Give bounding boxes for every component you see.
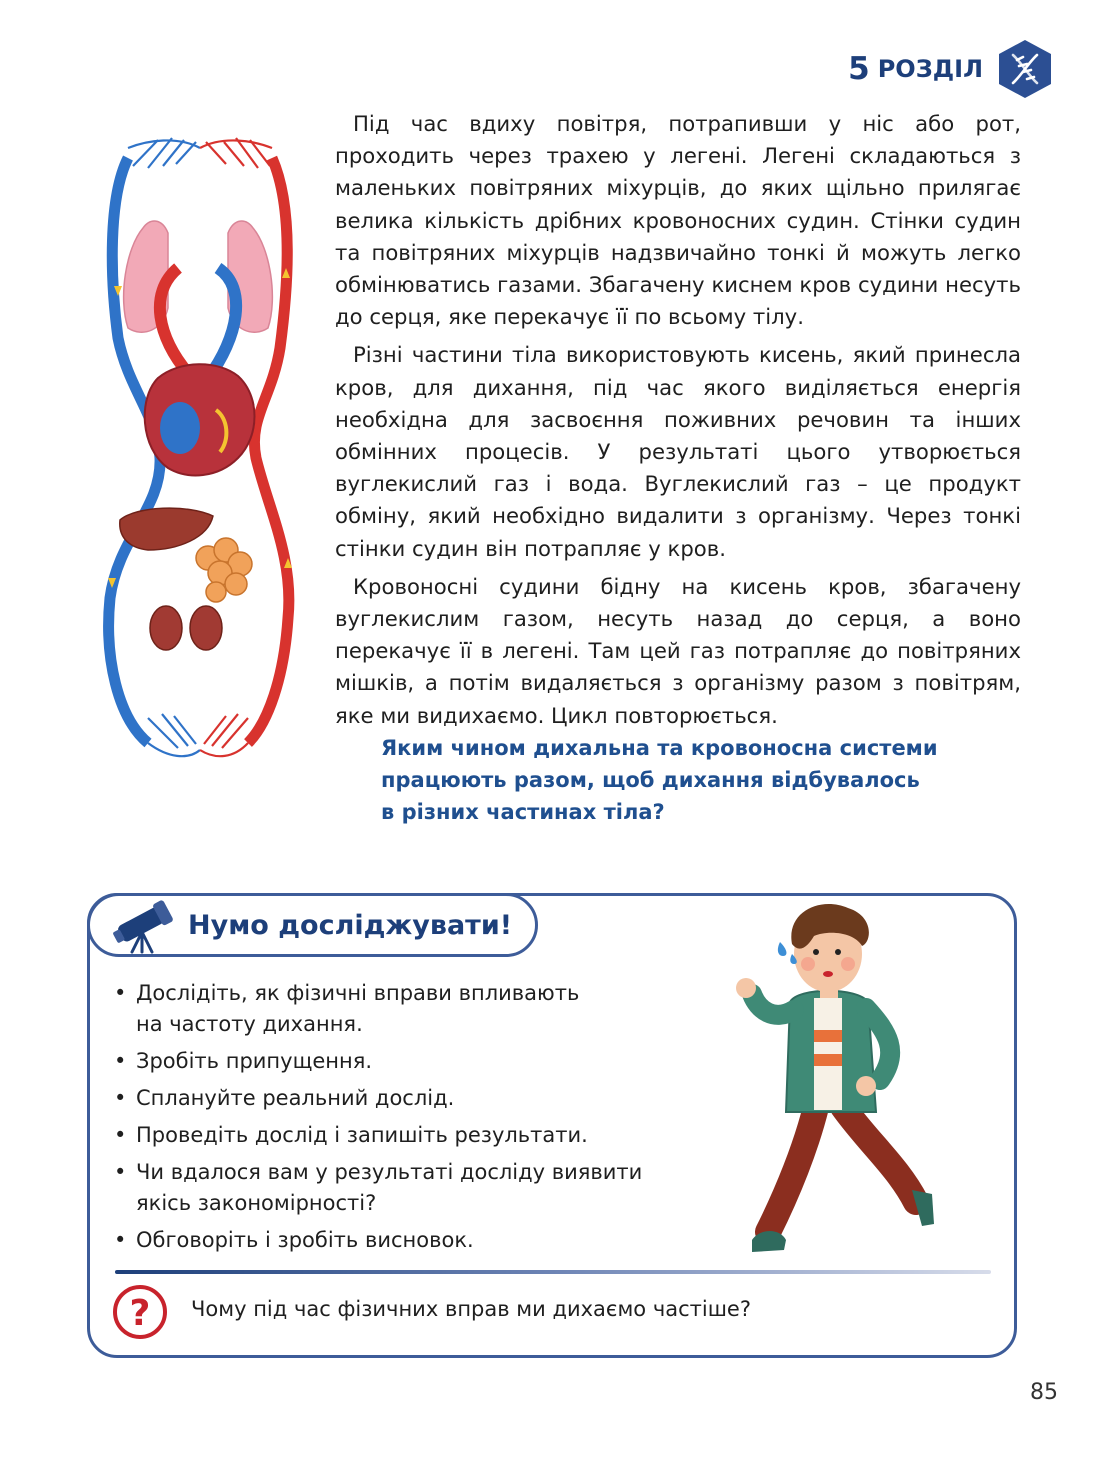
list-item bbox=[110, 978, 690, 1040]
upper-capillaries bbox=[128, 138, 272, 168]
list-item-line: • Дослідіть, як фізичні вправи впливають bbox=[136, 981, 580, 1005]
body-text bbox=[335, 108, 1021, 738]
list-item-line: якісь закономірності? bbox=[136, 1191, 377, 1215]
heart bbox=[145, 364, 255, 475]
research-title: Нумо досліджувати! bbox=[188, 909, 513, 941]
paragraph: Під час вдиху повітря, потрапивши у ніс або рот, проходить через трахею у легені. Легені складаються з маленьких повітряних міхурців, до яких щільно прилягає велика кількість дрібних кровоносних судин. Стінки судин та повітряних міхурців надзвичайно тонкі й можуть легко обмінюватись газами. Збагачену киснем кров судини несуть до серця, яке перекачує її по всьому тілу. bbox=[335, 111, 1021, 330]
list-item bbox=[110, 1225, 690, 1256]
circulatory-system-illustration bbox=[88, 118, 310, 770]
chapter-header bbox=[848, 38, 1053, 100]
list-item bbox=[110, 1046, 690, 1077]
key-question-line: Яким чином дихальна та кровоносна системи bbox=[381, 736, 938, 760]
list-item-line: • Проведіть дослід і запишіть результати. bbox=[136, 1123, 588, 1147]
list-item-line: на частоту дихання. bbox=[136, 1012, 363, 1036]
liver bbox=[120, 508, 213, 550]
key-question bbox=[381, 732, 981, 828]
list-item bbox=[110, 1157, 690, 1219]
list-item-line: • Зробіть припущення. bbox=[136, 1049, 373, 1073]
question-mark-icon bbox=[112, 1284, 168, 1340]
telescope-icon bbox=[104, 896, 184, 954]
svg-text:?: ? bbox=[129, 1293, 151, 1334]
key-question-line: в різних частинах тіла? bbox=[381, 800, 665, 824]
kidneys bbox=[150, 606, 222, 650]
list-item bbox=[110, 1120, 690, 1151]
paragraph: Кровоносні судини бідну на кисень кров, збагачену вуглекислим газом, несуть назад до серця, а воно перекачує її в легені. Там цей газ потрапляє до повітряних мішків, а потім видаляється з організму разом з повітрям, яке ми видихаємо. Цикл повторюється. bbox=[335, 573, 1021, 728]
divider bbox=[115, 1270, 991, 1274]
dna-icon bbox=[997, 38, 1053, 100]
intestines bbox=[196, 538, 252, 602]
lungs bbox=[124, 221, 273, 332]
final-question: Чому під час фізичних вправ ми дихаємо частіше? bbox=[191, 1297, 751, 1321]
research-steps bbox=[110, 978, 690, 1262]
lower-capillaries bbox=[148, 714, 248, 756]
paragraph: Різні частини тіла використовують кисень, який принесла кров, для дихання, під час якого виділяється енергія необхідна для засвоєння поживних речовин та інших обмінних процесів. У результаті цього утворюється вуглекислий газ і вода. Вуглекислий газ – це продукт обміну, який необхідно видалити з організму. Через тонкі стінки судин він потрапляє у кров. bbox=[335, 342, 1021, 561]
chapter-label: РОЗДІЛ bbox=[877, 55, 983, 83]
research-title-tab bbox=[87, 893, 538, 957]
list-item-line: • Сплануйте реальний дослід. bbox=[136, 1086, 455, 1110]
list-item-line: • Чи вдалося вам у результаті досліду виявити bbox=[136, 1160, 643, 1184]
list-item bbox=[110, 1083, 690, 1114]
chapter-number: 5 bbox=[848, 51, 870, 87]
list-item-line: • Обговоріть і зробіть висновок. bbox=[136, 1228, 474, 1252]
running-boy-illustration bbox=[728, 902, 938, 1262]
key-question-line: працюють разом, щоб дихання відбувалось bbox=[381, 768, 920, 792]
page-number: 85 bbox=[1030, 1380, 1058, 1405]
